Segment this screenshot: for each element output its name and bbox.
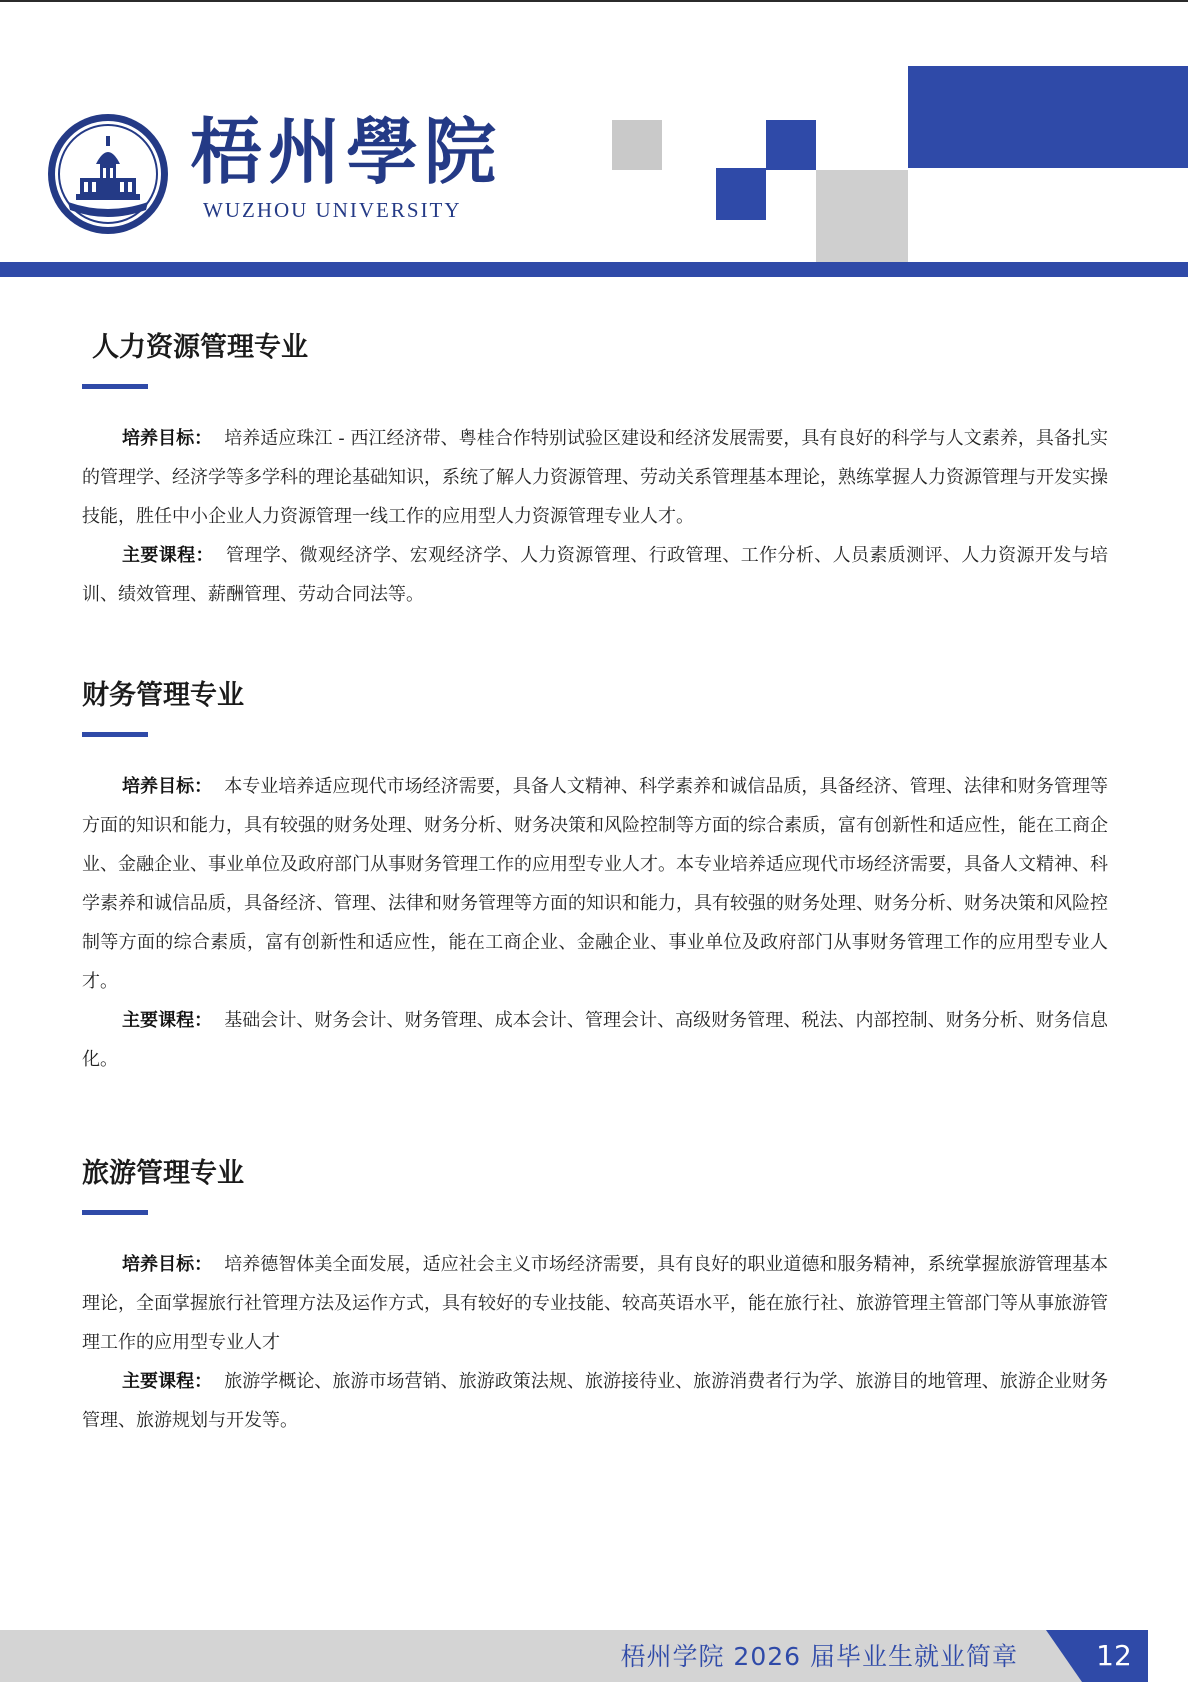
paragraph-label: 培养目标： [122, 1254, 213, 1275]
paragraph-courses [82, 1362, 1108, 1440]
paragraph-courses [82, 1001, 1108, 1079]
section-hr-management [82, 328, 1108, 614]
section-title: 旅游管理专业 [82, 1158, 244, 1189]
footer-title: 梧州学院 2026 届毕业生就业简章 [620, 1642, 1018, 1671]
top-rule [0, 0, 1188, 2]
page-footer [0, 1630, 1188, 1684]
section-title: 人力资源管理专业 [92, 332, 308, 363]
paragraph-goal [82, 1245, 1108, 1362]
section-underline [82, 384, 148, 389]
paragraph-text: 培养适应珠江 - 西江经济带、粤桂合作特别试验区建设和经济发展需要，具有良好的科学与人文素养，具备扎实的管理学、经济学等多学科的理论基础知识，系统了解人力资源管理、劳动关系管理基本理论，熟练掌握人力资源管理与开发实操技能，胜任中小企业人力资源管理一线工作的应用型人力资源管理专业人才。 [82, 428, 1109, 527]
paragraph-text: 培养德智体美全面发展，适应社会主义市场经济需要，具有良好的职业道德和服务精神，系统掌握旅游管理基本理论，全面掌握旅行社管理方法及运作方式，具有较好的专业技能、较高英语水平，能在旅行社、旅游管理主管部门等从事旅游管理工作的应用型专业人才 [82, 1254, 1109, 1353]
paragraph-text: 管理学、微观经济学、宏观经济学、人力资源管理、行政管理、工作分析、人员素质测评、人力资源开发与培训、绩效管理、薪酬管理、劳动合同法等。 [82, 545, 1109, 605]
section-underline [82, 732, 148, 737]
university-seal-logo [46, 112, 170, 236]
decor-square [766, 120, 816, 170]
paragraph-text: 本专业培养适应现代市场经济需要，具备人文精神、科学素养和诚信品质，具备经济、管理、法律和财务管理等方面的知识和能力，具有较强的财务处理、财务分析、财务决策和风险控制等方面的综合素质，富有创新性和适应性，能在工商企业、金融企业、事业单位及政府部门从事财务管理工作的应用型专业人才。本专业培养适应现代市场经济需要，具备人文精神、科学素养和诚信品质，具备经济、管理、法律和财务管理等方面的知识和能力，具有较强的财务处理、财务分析、财务决策和风险控制等方面的综合素质，富有创新性和适应性，能在工商企业、金融企业、事业单位及政府部门从事财务管理工作的应用型专业人才。 [82, 776, 1109, 992]
university-name-en: WUZHOU UNIVERSITY [203, 198, 462, 222]
paragraph-label: 培养目标： [122, 776, 213, 797]
page-number: 12 [1096, 1639, 1132, 1672]
university-name-cn: 梧州學院 [190, 109, 503, 194]
paragraph-label: 培养目标： [122, 428, 213, 449]
decor-square [908, 66, 1188, 168]
section-underline [82, 1210, 148, 1215]
section-title: 财务管理专业 [82, 680, 244, 711]
section-financial-management [82, 676, 1108, 1079]
header-band [0, 262, 1188, 277]
page-header [0, 0, 1188, 290]
paragraph-label: 主要课程： [122, 545, 214, 566]
decor-square [612, 120, 662, 170]
decor-square [816, 170, 908, 262]
paragraph-goal [82, 767, 1108, 1001]
paragraph-courses [82, 536, 1108, 614]
section-tourism-management [82, 1154, 1108, 1440]
decor-square [716, 168, 766, 220]
paragraph-text: 旅游学概论、旅游市场营销、旅游政策法规、旅游接待业、旅游消费者行为学、旅游目的地管理、旅游企业财务管理、旅游规划与开发等。 [82, 1371, 1109, 1431]
paragraph-label: 主要课程： [122, 1371, 213, 1392]
paragraph-label: 主要课程： [122, 1010, 213, 1031]
paragraph-goal [82, 419, 1108, 536]
paragraph-text: 基础会计、财务会计、财务管理、成本会计、管理会计、高级财务管理、税法、内部控制、财务分析、财务信息化。 [82, 1010, 1109, 1070]
